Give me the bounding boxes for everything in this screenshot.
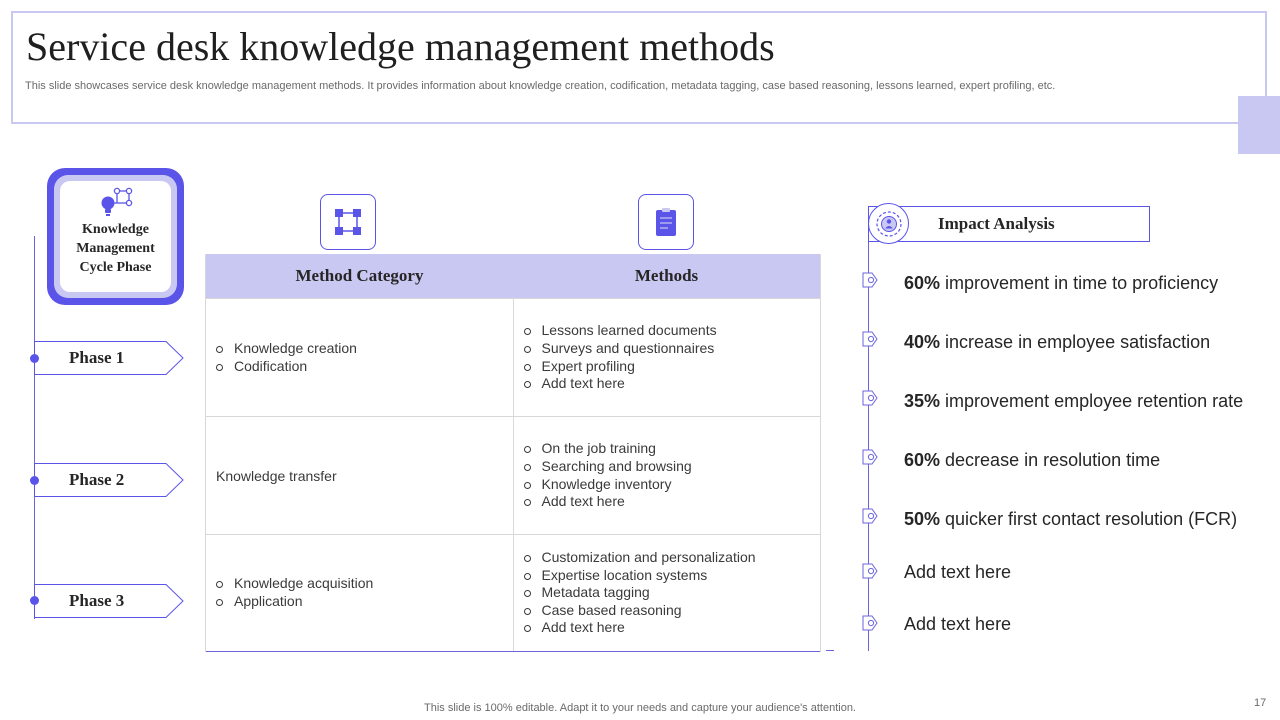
header-methods: Methods: [634, 266, 699, 285]
category-cell: [206, 535, 513, 651]
list-item: Searching and browsing: [524, 458, 692, 476]
phase-2-dot: [30, 476, 39, 485]
methods-cell: [513, 299, 821, 416]
list-item: Customization and personalization: [524, 549, 756, 567]
category-cell: [206, 417, 513, 534]
impact-icon-circle: [868, 203, 909, 244]
methods-icon-box: [638, 194, 694, 250]
cycle-spine-line: [34, 236, 35, 619]
impact-marker-icon: [861, 507, 879, 525]
lightbulb-network-icon: [95, 185, 137, 219]
phase-1-label: Phase 1: [34, 341, 184, 375]
table-header-row: [206, 254, 820, 298]
header-method-category: Method Category: [295, 266, 424, 285]
category-cell: [206, 299, 513, 416]
list-item: Case based reasoning: [524, 602, 756, 620]
phase-1-dot: [30, 354, 39, 363]
list-item: Lessons learned documents: [524, 322, 717, 340]
list-item: Expertise location systems: [524, 567, 756, 585]
phase-3-dot: [30, 596, 39, 605]
impact-item: Add text here: [904, 562, 1012, 582]
method-category-icon-box: [320, 194, 376, 250]
list-item: Codification: [216, 358, 357, 376]
category-text: Knowledge transfer: [216, 467, 337, 484]
table-row: [206, 298, 820, 416]
clipboard-icon: [654, 207, 678, 237]
impact-marker-icon: [861, 448, 879, 466]
table-row: [206, 534, 820, 652]
list-item: Application: [216, 593, 373, 611]
network-nodes-icon: [333, 207, 363, 237]
target-people-icon: [875, 210, 903, 238]
page-number: 17: [1254, 697, 1267, 709]
impact-item: 60% decrease in resolution time: [904, 450, 1161, 470]
list-item: Metadata tagging: [524, 584, 756, 602]
impact-marker-icon: [861, 271, 879, 289]
phase-2-label: Phase 2: [34, 463, 184, 497]
footer-note: This slide is 100% editable. Adapt it to your needs and capture your audience's attention.: [424, 702, 856, 714]
cycle-badge: [47, 168, 184, 305]
impact-marker-icon: [861, 330, 879, 348]
list-item: On the job training: [524, 440, 692, 458]
slide-title: Service desk knowledge management methods: [26, 24, 775, 69]
list-item: Knowledge creation: [216, 340, 357, 358]
list-item: Add text here: [524, 375, 717, 393]
impact-item: Add text here: [904, 614, 1012, 634]
impact-marker-icon: [861, 562, 879, 580]
methods-cell: [513, 417, 821, 534]
table-tick: [826, 650, 834, 651]
impact-item: 40% increase in employee satisfaction: [904, 332, 1211, 352]
slide-subtitle: This slide showcases service desk knowledge management methods. It provides information about knowledge creation, codification, metadata tagging, case based reasoning, lessons learned, expert profiling, etc.: [25, 80, 1056, 92]
impact-title: Impact Analysis: [938, 214, 1055, 233]
impact-item: 35% improvement employee retention rate: [904, 391, 1244, 411]
list-item: Surveys and questionnaires: [524, 340, 717, 358]
methods-table: [205, 254, 821, 652]
list-item: Add text here: [524, 619, 756, 637]
impact-item: 50% quicker first contact resolution (FCR): [904, 509, 1238, 529]
list-item: Expert profiling: [524, 358, 717, 376]
phase-3-label: Phase 3: [34, 584, 184, 618]
impact-marker-icon: [861, 389, 879, 407]
list-item: Knowledge inventory: [524, 476, 692, 494]
table-row: [206, 416, 820, 534]
impact-item: 60% improvement in time to proficiency: [904, 273, 1219, 293]
methods-cell: [513, 535, 821, 651]
impact-marker-icon: [861, 614, 879, 632]
cycle-label: Knowledge Management Cycle Phase: [76, 222, 155, 275]
list-item: Knowledge acquisition: [216, 575, 373, 593]
corner-accent: [1238, 96, 1280, 154]
list-item: Add text here: [524, 493, 692, 511]
